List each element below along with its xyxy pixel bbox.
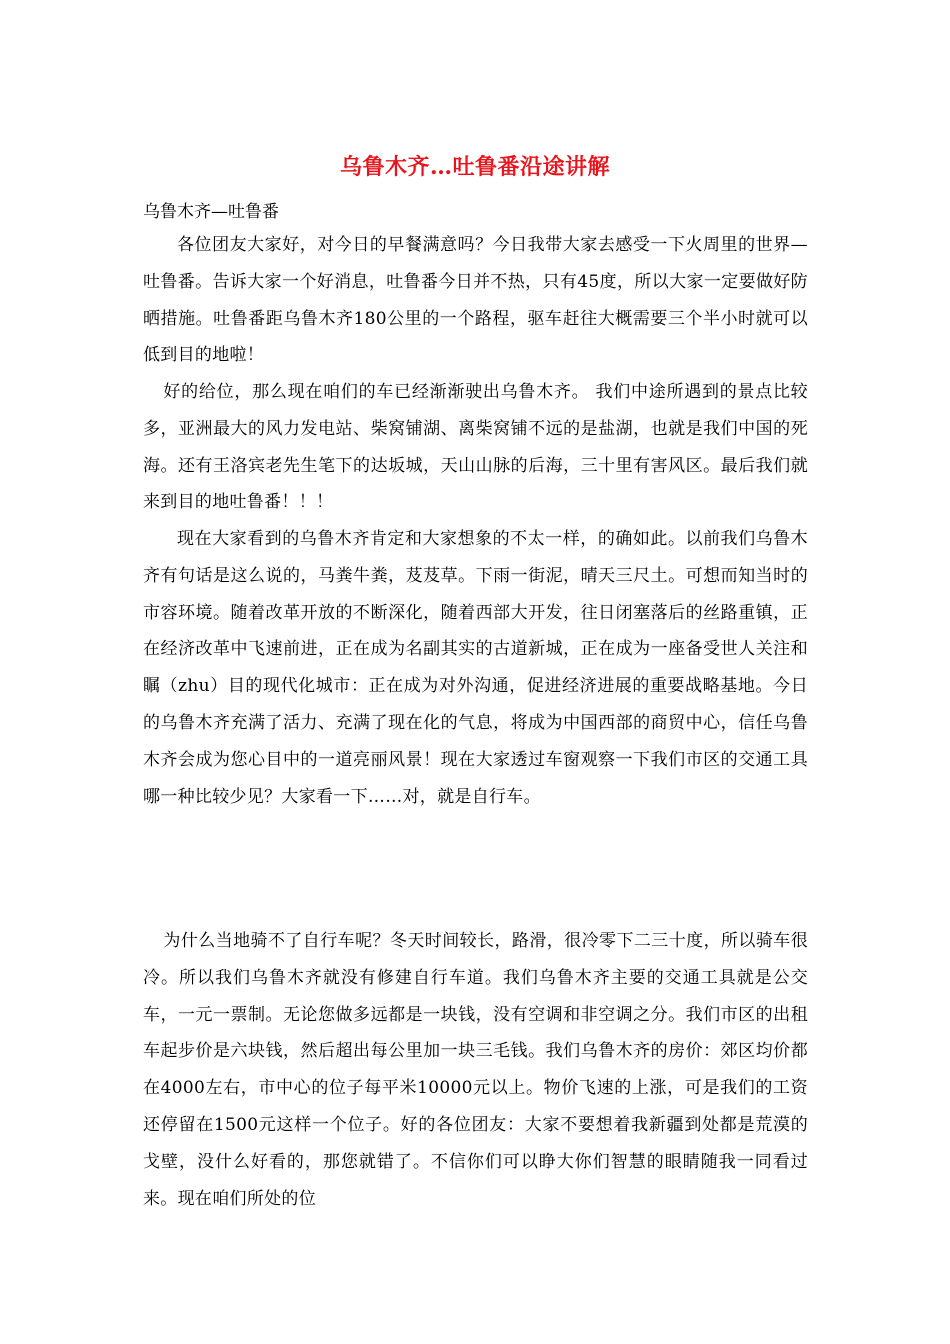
document-title: 乌鲁木齐…吐鲁番沿途讲解 bbox=[339, 154, 610, 180]
document-subtitle: 乌鲁木齐—吐鲁番 bbox=[143, 202, 279, 222]
paragraph-2: 好的给位，那么现在咱们的车已经渐渐驶出乌鲁木齐。 我们中途所遇到的景点比较多，亚洲最大的风力发电站、柴窝铺湖、离柴窝铺不远的是盐湖，也就是我们中国的死海。还有王洛宾老先生笔下的达坂城，天山山脉的后海，三十里有害风区。最后我们就来到目的地吐鲁番！！！ bbox=[143, 382, 808, 513]
paragraph-4: 为什么当地骑不了自行车呢？冬天时间较长，路滑，很冷零下二三十度，所以骑车很冷。所以我们乌鲁木齐就没有修建自行车道。我们乌鲁木齐主要的交通工具就是公交车，一元一票制。无论您做多远都是一块钱，没有空调和非空调之分。我们市区的出租车起步价是六块钱，然后超出每公里加一块三毛钱。我们乌鲁木齐的房价：郊区均价都在4000左右，市中心的位子每平米10000元以上。物价飞速的上涨，可是我们的工资还停留在1500元这样一个位子。好的各位团友：大家不要想着我新疆到处都是荒漠的戈壁，没什么好看的，那您就错了。不信你们可以睁大你们智慧的眼睛随我一同看过来。现在咱们所处的位 bbox=[143, 931, 808, 1209]
paragraph-3: 现在大家看到的乌鲁木齐肯定和大家想象的不太一样，的确如此。以前我们乌鲁木齐有句话是这么说的，马粪牛粪，芨芨草。下雨一街泥，晴天三尺土。可想而知当时的市容环境。随着改革开放的不断深化，随着西部大开发，往日闭塞落后的丝路重镇，正在经济改革中飞速前进，正在成为名副其实的古道新城，正在成为一座备受世人关注和瞩（zhu）目的现代化城市：正在成为对外沟通，促进经济进展的重要战略基地。今日的乌鲁木齐充满了活力、充满了现在化的气息，将成为中国西部的商贸中心，信任乌鲁木齐会成为您心目中的一道亮丽风景！现在大家透过车窗观察一下我们市区的交通工具哪一种比较少见？大家看一下……对，就是自行车。 bbox=[143, 529, 808, 807]
paragraph-1: 各位团友大家好，对今日的早餐满意吗？今日我带大家去感受一下火周里的世界—吐鲁番。告诉大家一个好消息，吐鲁番今日并不热，只有45度，所以大家一定要做好防晒措施。吐鲁番距乌鲁木齐180公里的一个路程，驱车赶往大概需要三个半小时就可以低到目的地啦！ bbox=[143, 235, 808, 366]
